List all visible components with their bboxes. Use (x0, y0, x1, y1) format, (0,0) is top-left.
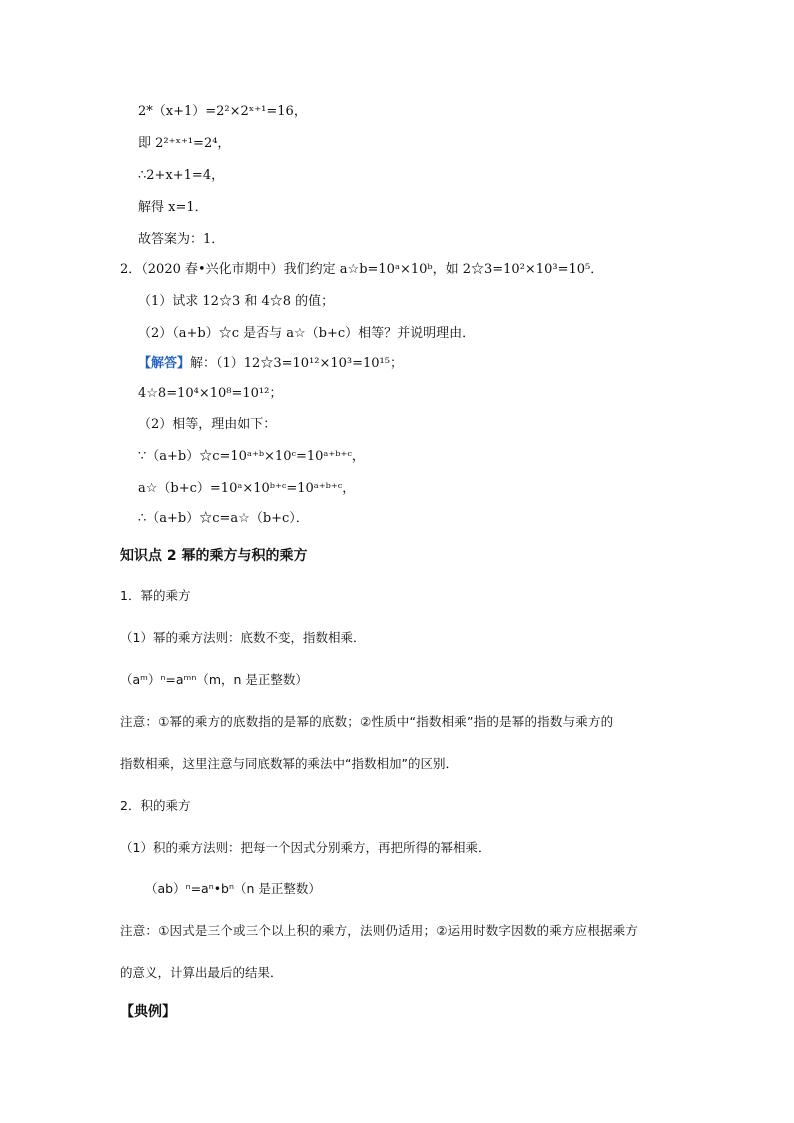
p2-answer-line-2: 4☆8=10⁴×10⁸=10¹²； (138, 386, 283, 401)
p2-answer-line-6: ∴（a+b）☆c=a☆（b+c）． (138, 511, 309, 526)
example-heading: 【典例】 (120, 1004, 176, 1020)
p2-answer-text-1: 解：（1）12☆3=10¹²×10³=10¹⁵； (190, 356, 403, 371)
p1-line-1: 2*（x+1）=2²×2ˣ⁺¹=16， (138, 104, 307, 119)
p2-answer-line-1 (138, 356, 403, 372)
answer-tag: 【解答】 (138, 356, 191, 371)
subsection-1-rule: （1）幂的乘方法则：底数不变，指数相乘． (120, 630, 366, 645)
p1-line-4: 解得 x=1． (138, 200, 208, 215)
p2-answer-line-5: a☆（b+c）=10ᵃ×10ᵇ⁺ᶜ=10ᵃ⁺ᵇ⁺ᶜ， (138, 481, 356, 496)
subsection-2-title: 2．积的乘方 (120, 798, 191, 813)
subsection-2-note-line-1: 注意：①因式是三个或三个以上积的乘方，法则仍适用；②运用时数字因数的乘方应根据乘方 (120, 923, 639, 938)
p2-question-1: （1）试求 12☆3 和 4☆8 的值； (138, 294, 335, 309)
subsection-2-formula: （ab）ⁿ=aⁿ•bⁿ（n 是正整数） (145, 881, 321, 896)
subsection-1-note-line-1: 注意：①幂的乘方的底数指的是幂的底数；②性质中“指数相乘”指的是幂的指数与乘方的 (120, 714, 614, 729)
subsection-1-note-line-2: 指数相乘，这里注意与同底数幂的乘法中“指数相加”的区别． (120, 756, 458, 771)
p1-line-3: ∴2+x+1=4， (138, 168, 225, 183)
p2-answer-line-3: （2）相等，理由如下： (138, 417, 277, 432)
p1-line-2: 即 2²⁺ˣ⁺¹=2⁴， (138, 136, 231, 151)
subsection-1-title: 1．幂的乘方 (120, 588, 191, 603)
p2-answer-line-4: ∵（a+b）☆c=10ᵃ⁺ᵇ×10ᶜ=10ᵃ⁺ᵇ⁺ᶜ， (138, 449, 365, 464)
p2-question-2: （2）（a+b）☆c 是否与 a☆（b+c）相等？并说明理由． (138, 326, 476, 341)
p2-intro: 2．（2020 春•兴化市期中）我们约定 a☆b=10ᵃ×10ᵇ，如 2☆3=10²×10³=10⁵． (120, 262, 604, 277)
subsection-1-formula: （aᵐ）ⁿ=aᵐⁿ（m，n 是正整数） (120, 672, 308, 687)
subsection-2-rule: （1）积的乘方法则：把每一个因式分别乘方，再把所得的幂相乘． (120, 840, 491, 855)
section-title: 知识点 2 幂的乘方与积的乘方 (120, 548, 308, 564)
subsection-2-note-line-2: 的意义，计算出最后的结果． (120, 965, 283, 980)
p1-line-5: 故答案为：1． (138, 232, 225, 247)
